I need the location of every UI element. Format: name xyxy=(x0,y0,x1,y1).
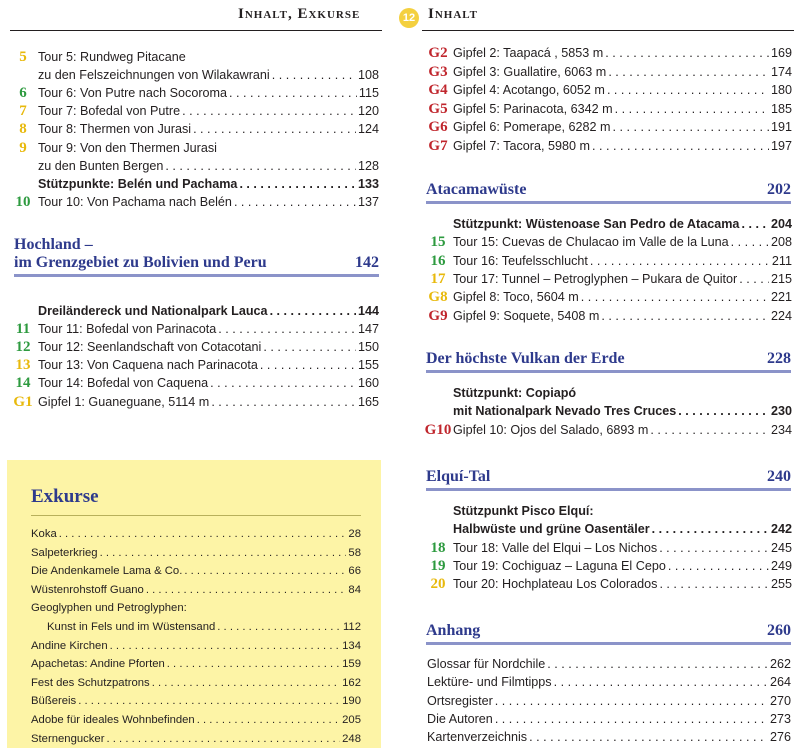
toc-entry-title: Tour 8: Thermen von Jurasi xyxy=(38,122,192,137)
toc-entry-page: 230 xyxy=(770,404,792,419)
exkurs-entry-page: 28 xyxy=(348,528,361,540)
anhang-entry-page: 273 xyxy=(769,711,791,726)
toc-entry-title: Gipfel 1: Guaneguane, 5114 m xyxy=(38,394,210,409)
section-vulkan xyxy=(426,350,791,373)
section-vulkan-title: Der höchste Vulkan der Erde xyxy=(426,350,625,367)
anhang-entry-title: Lektüre- und Filmtipps xyxy=(427,675,552,690)
toc-entry-number: G4 xyxy=(428,82,448,98)
dot-leader xyxy=(193,120,356,138)
exkurs-entry xyxy=(31,675,361,691)
right-page-title: Inhalt xyxy=(428,6,478,22)
toc-entry-number: G5 xyxy=(428,100,448,117)
toc-entry xyxy=(423,288,792,306)
toc-entry-title: Gipfel 9: Soquete, 5408 m xyxy=(453,308,600,323)
anhang-entry-page: 262 xyxy=(769,657,791,671)
dot-leader xyxy=(152,675,340,691)
dot-leader xyxy=(218,320,356,338)
toc-entry-title: Gipfel 5: Parinacota, 6342 m xyxy=(453,101,613,116)
toc-entry-page: 208 xyxy=(770,235,792,250)
toc-entry-page: 155 xyxy=(357,358,379,373)
toc-entry-title: Tour 20: Hochplateau Los Colorados xyxy=(453,577,658,592)
dot-leader xyxy=(146,582,347,598)
exkurs-entry xyxy=(31,712,361,728)
anhang-entry-title: Kartenverzeichnis xyxy=(427,730,528,745)
dot-leader xyxy=(529,728,768,746)
toc-entry-page: 174 xyxy=(770,64,792,79)
toc-entry xyxy=(8,393,379,411)
dot-leader xyxy=(495,692,768,710)
toc-entry-number: 9 xyxy=(19,139,27,156)
exkurs-entry-page: 162 xyxy=(342,676,361,689)
exkurs-entry-title: Adobe für ideales Wohnbefinden xyxy=(31,714,195,726)
toc-entry-page: 204 xyxy=(770,217,792,231)
toc-entry-title: Tour 13: Von Caquena nach Parinacota xyxy=(38,358,258,373)
exkurs-entry-page: 205 xyxy=(342,714,361,726)
toc-entry xyxy=(423,252,792,270)
toc-entry-title: Gipfel 7: Tacora, 5980 m xyxy=(453,138,590,153)
exkurs-entry-title: Andine Kirchen xyxy=(31,639,108,652)
toc-entry-number: 17 xyxy=(430,270,446,287)
toc-entry-page: 191 xyxy=(770,120,792,134)
exkurs-entry-title: Kunst in Fels und im Wüstensand xyxy=(47,621,216,633)
dot-leader xyxy=(615,100,769,118)
toc-entry-page: 108 xyxy=(357,68,379,83)
dot-leader xyxy=(678,402,769,420)
toc-entry xyxy=(423,215,792,233)
toc-entry-page: 115 xyxy=(358,86,379,101)
toc-entry-page: 245 xyxy=(770,540,792,555)
dot-leader xyxy=(229,84,357,102)
toc-entry xyxy=(423,384,792,402)
anhang-entry-title: Glossar für Nordchile xyxy=(427,657,546,671)
toc-entry xyxy=(423,100,792,118)
toc-entry-number: G6 xyxy=(428,119,448,135)
toc-entry-title: Tour 9: Von den Thermen Jurasi xyxy=(38,140,217,155)
toc-entry-page: 137 xyxy=(357,194,379,209)
dot-leader xyxy=(652,520,769,538)
dot-leader xyxy=(78,693,340,709)
toc-entry-title: Stützpunkt: Copiapó xyxy=(453,386,577,400)
toc-entry-title: Stützpunkt: Wüstenoase San Pedro de Atacama xyxy=(453,217,740,231)
toc-entry xyxy=(423,270,792,288)
toc-entry xyxy=(423,539,792,557)
toc-entry-title: Dreiländereck und Nationalpark Lauca xyxy=(38,304,268,318)
toc-entry-title: zu den Bunten Bergen xyxy=(38,158,164,173)
anhang-entry-page: 264 xyxy=(769,675,791,690)
exkurs-entry-page: 84 xyxy=(348,583,361,596)
toc-entry-title: Gipfel 8: Toco, 5604 m xyxy=(453,290,579,305)
section-anhang xyxy=(426,622,791,645)
toc-entry-title: Gipfel 10: Ojos del Salado, 6893 m xyxy=(453,422,649,437)
toc-entry-page: 120 xyxy=(357,104,379,119)
exkurs-entry-title: Geoglyphen und Petroglyphen: xyxy=(31,602,187,615)
anhang-entry xyxy=(427,655,791,673)
dot-leader xyxy=(495,710,768,728)
toc-entry-title: Tour 7: Bofedal von Putre xyxy=(38,104,181,119)
section-anhang-title: Anhang xyxy=(426,622,481,639)
exkurs-entry xyxy=(31,638,361,654)
toc-entry-number: 5 xyxy=(19,49,27,65)
dot-leader xyxy=(668,557,769,575)
toc-entry-page: 150 xyxy=(357,340,379,355)
dot-leader xyxy=(106,731,340,747)
dot-leader xyxy=(184,563,346,579)
toc-entry-page: 133 xyxy=(357,176,379,191)
toc-entry-title: Tour 11: Bofedal von Parinacota xyxy=(38,322,217,337)
toc-entry-number: G7 xyxy=(428,137,448,154)
toc-entry-page: 128 xyxy=(357,158,379,173)
exkurs-entry-page: 58 xyxy=(348,546,361,559)
toc-entry-page: 169 xyxy=(770,46,792,60)
exkurs-entry-title: Apachetas: Andine Pforten xyxy=(31,658,165,671)
toc-entry-page: 211 xyxy=(771,253,792,268)
exkurs-entry-title: Koka xyxy=(31,528,57,540)
dot-leader xyxy=(554,673,768,691)
exkurs-entry xyxy=(31,600,361,616)
section-atacama-title: Atacamawüste xyxy=(426,181,527,198)
anhang-entry-page: 270 xyxy=(769,693,791,708)
dot-leader xyxy=(167,656,340,672)
toc-entry-title: Tour 18: Valle del Elqui – Los Nichos xyxy=(453,540,658,555)
toc-entry-page: 255 xyxy=(770,577,792,592)
toc-entry xyxy=(8,120,379,138)
left-header-rule xyxy=(10,30,382,31)
toc-entry-page: 249 xyxy=(770,558,792,573)
toc-entry xyxy=(8,338,379,356)
toc-entry-number: 7 xyxy=(19,103,27,120)
toc-entry xyxy=(8,48,379,66)
anhang-entry xyxy=(427,673,791,691)
anhang-entry xyxy=(427,710,791,728)
toc-entry-title: Stützpunkt Pisco Elquí: xyxy=(453,504,594,518)
toc-entry xyxy=(423,402,792,420)
toc-entry-title: Halbwüste und grüne Oasentäler xyxy=(453,522,650,537)
section-hochland-title-1: Hochland – xyxy=(14,236,93,253)
dot-leader xyxy=(100,545,347,561)
toc-entry-page: 160 xyxy=(357,376,379,391)
toc-entry-number: 20 xyxy=(430,576,446,593)
toc-entry xyxy=(423,502,792,520)
toc-entry xyxy=(423,81,792,99)
dot-leader xyxy=(741,215,769,233)
exkurse-rule xyxy=(31,515,361,516)
toc-entry-number: 18 xyxy=(430,539,446,556)
exkurs-entry-title: Salpeterkrieg xyxy=(31,546,98,559)
toc-entry xyxy=(423,63,792,81)
dot-leader xyxy=(263,338,356,356)
toc-entry xyxy=(8,320,379,338)
toc-entry xyxy=(8,175,379,193)
toc-entry xyxy=(8,302,379,320)
section-atacama-page: 202 xyxy=(767,181,791,198)
toc-entry xyxy=(423,118,792,136)
dot-leader xyxy=(211,393,356,411)
toc-entry-number: 6 xyxy=(19,85,27,102)
exkurs-entry xyxy=(31,582,361,598)
dot-leader xyxy=(270,302,356,320)
toc-entry-title: Gipfel 4: Acotango, 6052 m xyxy=(453,83,605,97)
toc-entry-page: 197 xyxy=(770,138,792,153)
dot-leader xyxy=(210,374,356,392)
dot-leader xyxy=(239,175,356,193)
toc-entry-title: Tour 5: Rundweg Pitacane xyxy=(38,50,186,64)
dot-leader xyxy=(590,252,770,270)
toc-entry xyxy=(423,137,792,155)
toc-entry-number: 11 xyxy=(15,321,31,338)
toc-entry-title: Gipfel 3: Guallatire, 6063 m xyxy=(453,64,607,79)
toc-entry xyxy=(423,307,792,325)
anhang-entry xyxy=(427,692,791,710)
exkurs-entry-page: 134 xyxy=(342,639,361,652)
toc-entry-page: 180 xyxy=(770,83,792,97)
dot-leader xyxy=(739,270,769,288)
exkurs-entry-title: Sternengucker xyxy=(31,732,105,745)
dot-leader xyxy=(613,118,769,136)
exkurs-entry xyxy=(31,563,361,579)
toc-entry-number: G8 xyxy=(428,289,448,306)
toc-entry-number: 15 xyxy=(430,234,446,251)
toc-entry-number: G9 xyxy=(428,307,448,324)
anhang-entry xyxy=(427,728,791,746)
exkurs-entry-page: 248 xyxy=(342,732,361,745)
toc-entry-title: Tour 14: Bofedal von Caquena xyxy=(38,376,209,391)
section-elqui xyxy=(426,468,791,491)
toc-entry-title: Tour 15: Cuevas de Chulacao im Valle de la Luna xyxy=(453,235,729,250)
exkurs-entry xyxy=(31,693,361,709)
exkurs-entry xyxy=(31,545,361,561)
section-atacama xyxy=(426,181,791,204)
exkurs-entry-title: Fest des Schutzpatrons xyxy=(31,676,150,689)
toc-entry-page: 124 xyxy=(357,122,379,137)
toc-entry-title: Tour 10: Von Pachama nach Belén xyxy=(38,194,232,209)
toc-entry xyxy=(423,575,792,593)
toc-entry-page: 224 xyxy=(770,308,792,323)
toc-entry xyxy=(8,356,379,374)
exkurs-entry xyxy=(31,731,361,747)
anhang-entry-title: Ortsregister xyxy=(427,693,493,708)
toc-entry-page: 242 xyxy=(770,522,792,537)
toc-entry xyxy=(8,84,379,102)
dot-leader xyxy=(659,539,769,557)
dot-leader xyxy=(607,81,769,99)
toc-entry xyxy=(423,520,792,538)
toc-entry xyxy=(423,421,792,439)
section-hochland-page: 142 xyxy=(355,254,379,271)
toc-entry-number: 12 xyxy=(15,339,31,356)
toc-entry-number: 14 xyxy=(15,375,31,392)
section-hochland xyxy=(14,236,379,277)
dot-leader xyxy=(605,44,769,62)
toc-entry-number: 19 xyxy=(430,557,446,574)
toc-entry-title: Gipfel 6: Pomerape, 6282 m xyxy=(453,120,611,134)
exkurs-entry xyxy=(31,526,361,542)
toc-entry xyxy=(423,233,792,251)
toc-entry-page: 221 xyxy=(770,290,792,305)
toc-entry-title: Tour 6: Von Putre nach Socoroma xyxy=(38,86,228,101)
anhang-entry-page: 276 xyxy=(769,730,791,745)
dot-leader xyxy=(731,233,769,251)
section-anhang-page: 260 xyxy=(767,622,791,639)
toc-entry-number: G2 xyxy=(428,45,448,61)
toc-entry-title: Tour 12: Seenlandschaft von Cotacotani xyxy=(38,340,262,355)
toc-entry-page: 234 xyxy=(770,422,792,437)
section-elqui-title: Elquí-Tal xyxy=(426,468,491,485)
exkurse-title: Exkurse xyxy=(31,486,99,507)
dot-leader xyxy=(165,157,356,175)
toc-entry xyxy=(423,557,792,575)
toc-entry-number: 13 xyxy=(15,357,31,374)
dot-leader xyxy=(659,575,769,593)
dot-leader xyxy=(650,421,769,439)
toc-entry-title: Tour 17: Tunnel – Petroglyphen – Pukara de Quitor xyxy=(453,271,738,286)
toc-entry xyxy=(8,139,379,157)
dot-leader xyxy=(234,193,356,211)
toc-entry-page: 215 xyxy=(770,271,792,286)
anhang-entry-title: Die Autoren xyxy=(427,711,493,726)
toc-entry-number: G10 xyxy=(424,421,452,438)
exkurs-entry xyxy=(31,656,361,672)
exkurs-entry-title: Büßereis xyxy=(31,695,77,708)
toc-entry-title: Tour 19: Cochiguaz – Laguna El Cepo xyxy=(453,558,666,573)
dot-leader xyxy=(547,655,768,673)
dot-leader xyxy=(182,102,356,120)
page-number-badge: 12 xyxy=(399,8,419,28)
toc-entry xyxy=(8,374,379,392)
toc-entry-page: 165 xyxy=(357,394,379,409)
toc-entry-page: 185 xyxy=(770,101,792,116)
dot-leader xyxy=(592,137,769,155)
right-header-rule xyxy=(422,30,794,31)
toc-entry xyxy=(423,44,792,62)
exkurs-entry-page: 190 xyxy=(342,695,361,708)
toc-entry-page: 147 xyxy=(357,322,379,337)
dot-leader xyxy=(608,63,769,81)
exkurs-entry-title: Wüstenrohstoff Guano xyxy=(31,583,144,596)
toc-entry-title: zu den Felszeichnungen von Wilakawrani xyxy=(38,68,270,83)
left-page-title: Inhalt, Exkurse xyxy=(238,6,361,22)
toc-entry-number: G1 xyxy=(13,393,33,410)
dot-leader xyxy=(217,619,341,635)
dot-leader xyxy=(197,712,340,728)
toc-entry xyxy=(8,66,379,84)
exkurs-entry-page: 112 xyxy=(342,621,361,633)
exkurs-entry xyxy=(31,619,361,635)
section-hochland-title-2: im Grenzgebiet zu Bolivien und Peru xyxy=(14,254,267,271)
exkurs-entry-page: 159 xyxy=(342,658,361,671)
dot-leader xyxy=(260,356,356,374)
toc-entry xyxy=(8,102,379,120)
section-elqui-page: 240 xyxy=(767,468,791,485)
toc-entry-title: mit Nationalpark Nevado Tres Cruces xyxy=(453,404,677,419)
toc-entry-title: Stützpunkte: Belén und Pachama xyxy=(38,176,238,191)
toc-entry xyxy=(8,193,379,211)
toc-entry-number: 8 xyxy=(19,121,27,138)
dot-leader xyxy=(581,288,769,306)
dot-leader xyxy=(59,526,347,542)
dot-leader xyxy=(272,66,356,84)
toc-entry-title: Gipfel 2: Taapacá , 5853 m xyxy=(453,46,604,60)
toc-entry-page: 144 xyxy=(357,304,379,318)
toc-entry-number: G3 xyxy=(428,63,448,80)
toc-entry xyxy=(8,157,379,175)
exkurs-entry-page: 66 xyxy=(348,565,361,578)
toc-entry-number: 10 xyxy=(15,193,31,210)
dot-leader xyxy=(601,307,769,325)
exkurs-entry-title: Die Andenkamele Lama & Co. xyxy=(31,565,183,578)
dot-leader xyxy=(110,638,341,654)
toc-entry-number: 16 xyxy=(430,252,446,269)
section-vulkan-page: 228 xyxy=(767,350,791,367)
toc-entry-title: Tour 16: Teufelsschlucht xyxy=(453,253,588,268)
